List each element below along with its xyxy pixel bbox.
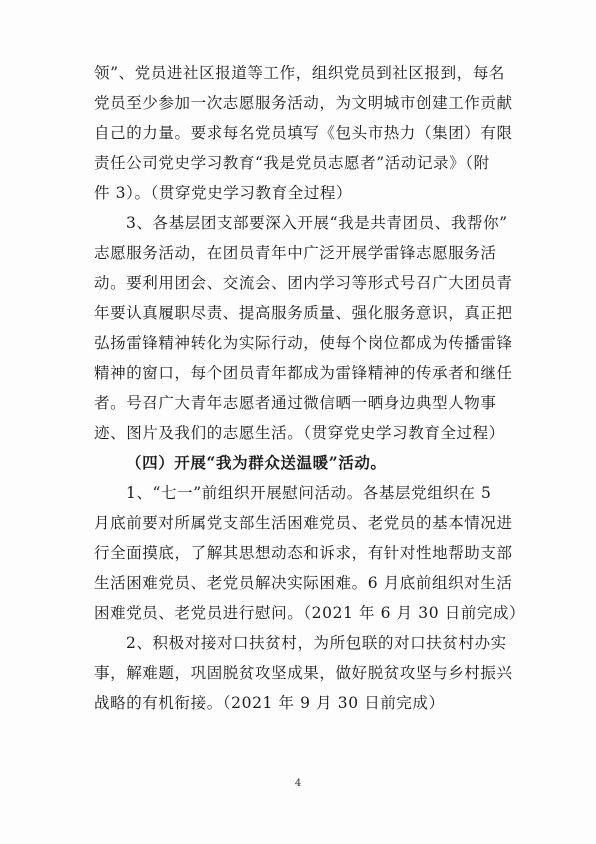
text-line: 责任公司党史学习教育“我是党员志愿者”活动记录》（附 [94,154,490,172]
paragraph-start: 2、积极对接对口扶贫村，为所包联的对口扶贫村办实 [126,634,507,652]
text-line: 年要认真履职尽责、提高服务质量、强化服务意识，真正把 [94,304,513,322]
section-heading: （四）开展“我为群众送温暖”活动。 [126,453,387,472]
text-line: 志愿服务活动，在团员青年中广泛开展学雷锋志愿服务活 [94,244,497,262]
text-line: 弘扬雷锋精神转化为实际行动，使每个岗位都成为传播雷锋 [94,334,513,352]
text-line: 困难党员、老党员进行慰问。（2021 年 6 月 30 日前完成） [94,604,526,622]
text-line: 党员至少参加一次志愿服务活动，为文明城市创建工作贡献 [94,94,513,112]
text-line: 件 3）。（贯穿党史学习教育全过程） [94,184,353,202]
text-line: 月底前要对所属党支部生活困难党员、老党员的基本情况进 [94,514,513,532]
page-number: 4 [294,778,302,789]
text-line: 动。要利用团会、交流会、团内学习等形式号召广大团员青 [94,274,513,292]
text-line: 战略的有机衔接。（2021 年 9 月 30 日前完成） [94,694,445,712]
paragraph-start: 3、各基层团支部要深入开展“我是共青团员、我帮你” [126,214,508,232]
text-line: 领”、党员进社区报道等工作，组织党员到社区报到，每名 [94,64,506,82]
text-line: 迹、图片及我们的志愿生活。（贯穿党史学习教育全过程） [94,424,505,442]
text-line: 者。号召广大青年志愿者通过微信晒一晒身边典型人物事 [94,394,497,412]
text-line: 事，解难题，巩固脱贫攻坚成果，做好脱贫攻坚与乡村振兴 [94,664,513,682]
paragraph-start: 1、“七一”前组织开展慰问活动。各基层党组织在 5 [126,484,492,502]
text-line: 生活困难党员、老党员解决实际困难。6 月底前组织对生活 [94,574,513,592]
text-line: 自己的力量。要求每名党员填写《包头市热力（集团）有限 [94,124,513,142]
text-line: 精神的窗口，每个团员青年都成为雷锋精神的传承者和继任 [94,364,513,382]
text-line: 行全面摸底，了解其思想动态和诉求，有针对性地帮助支部 [94,544,513,562]
